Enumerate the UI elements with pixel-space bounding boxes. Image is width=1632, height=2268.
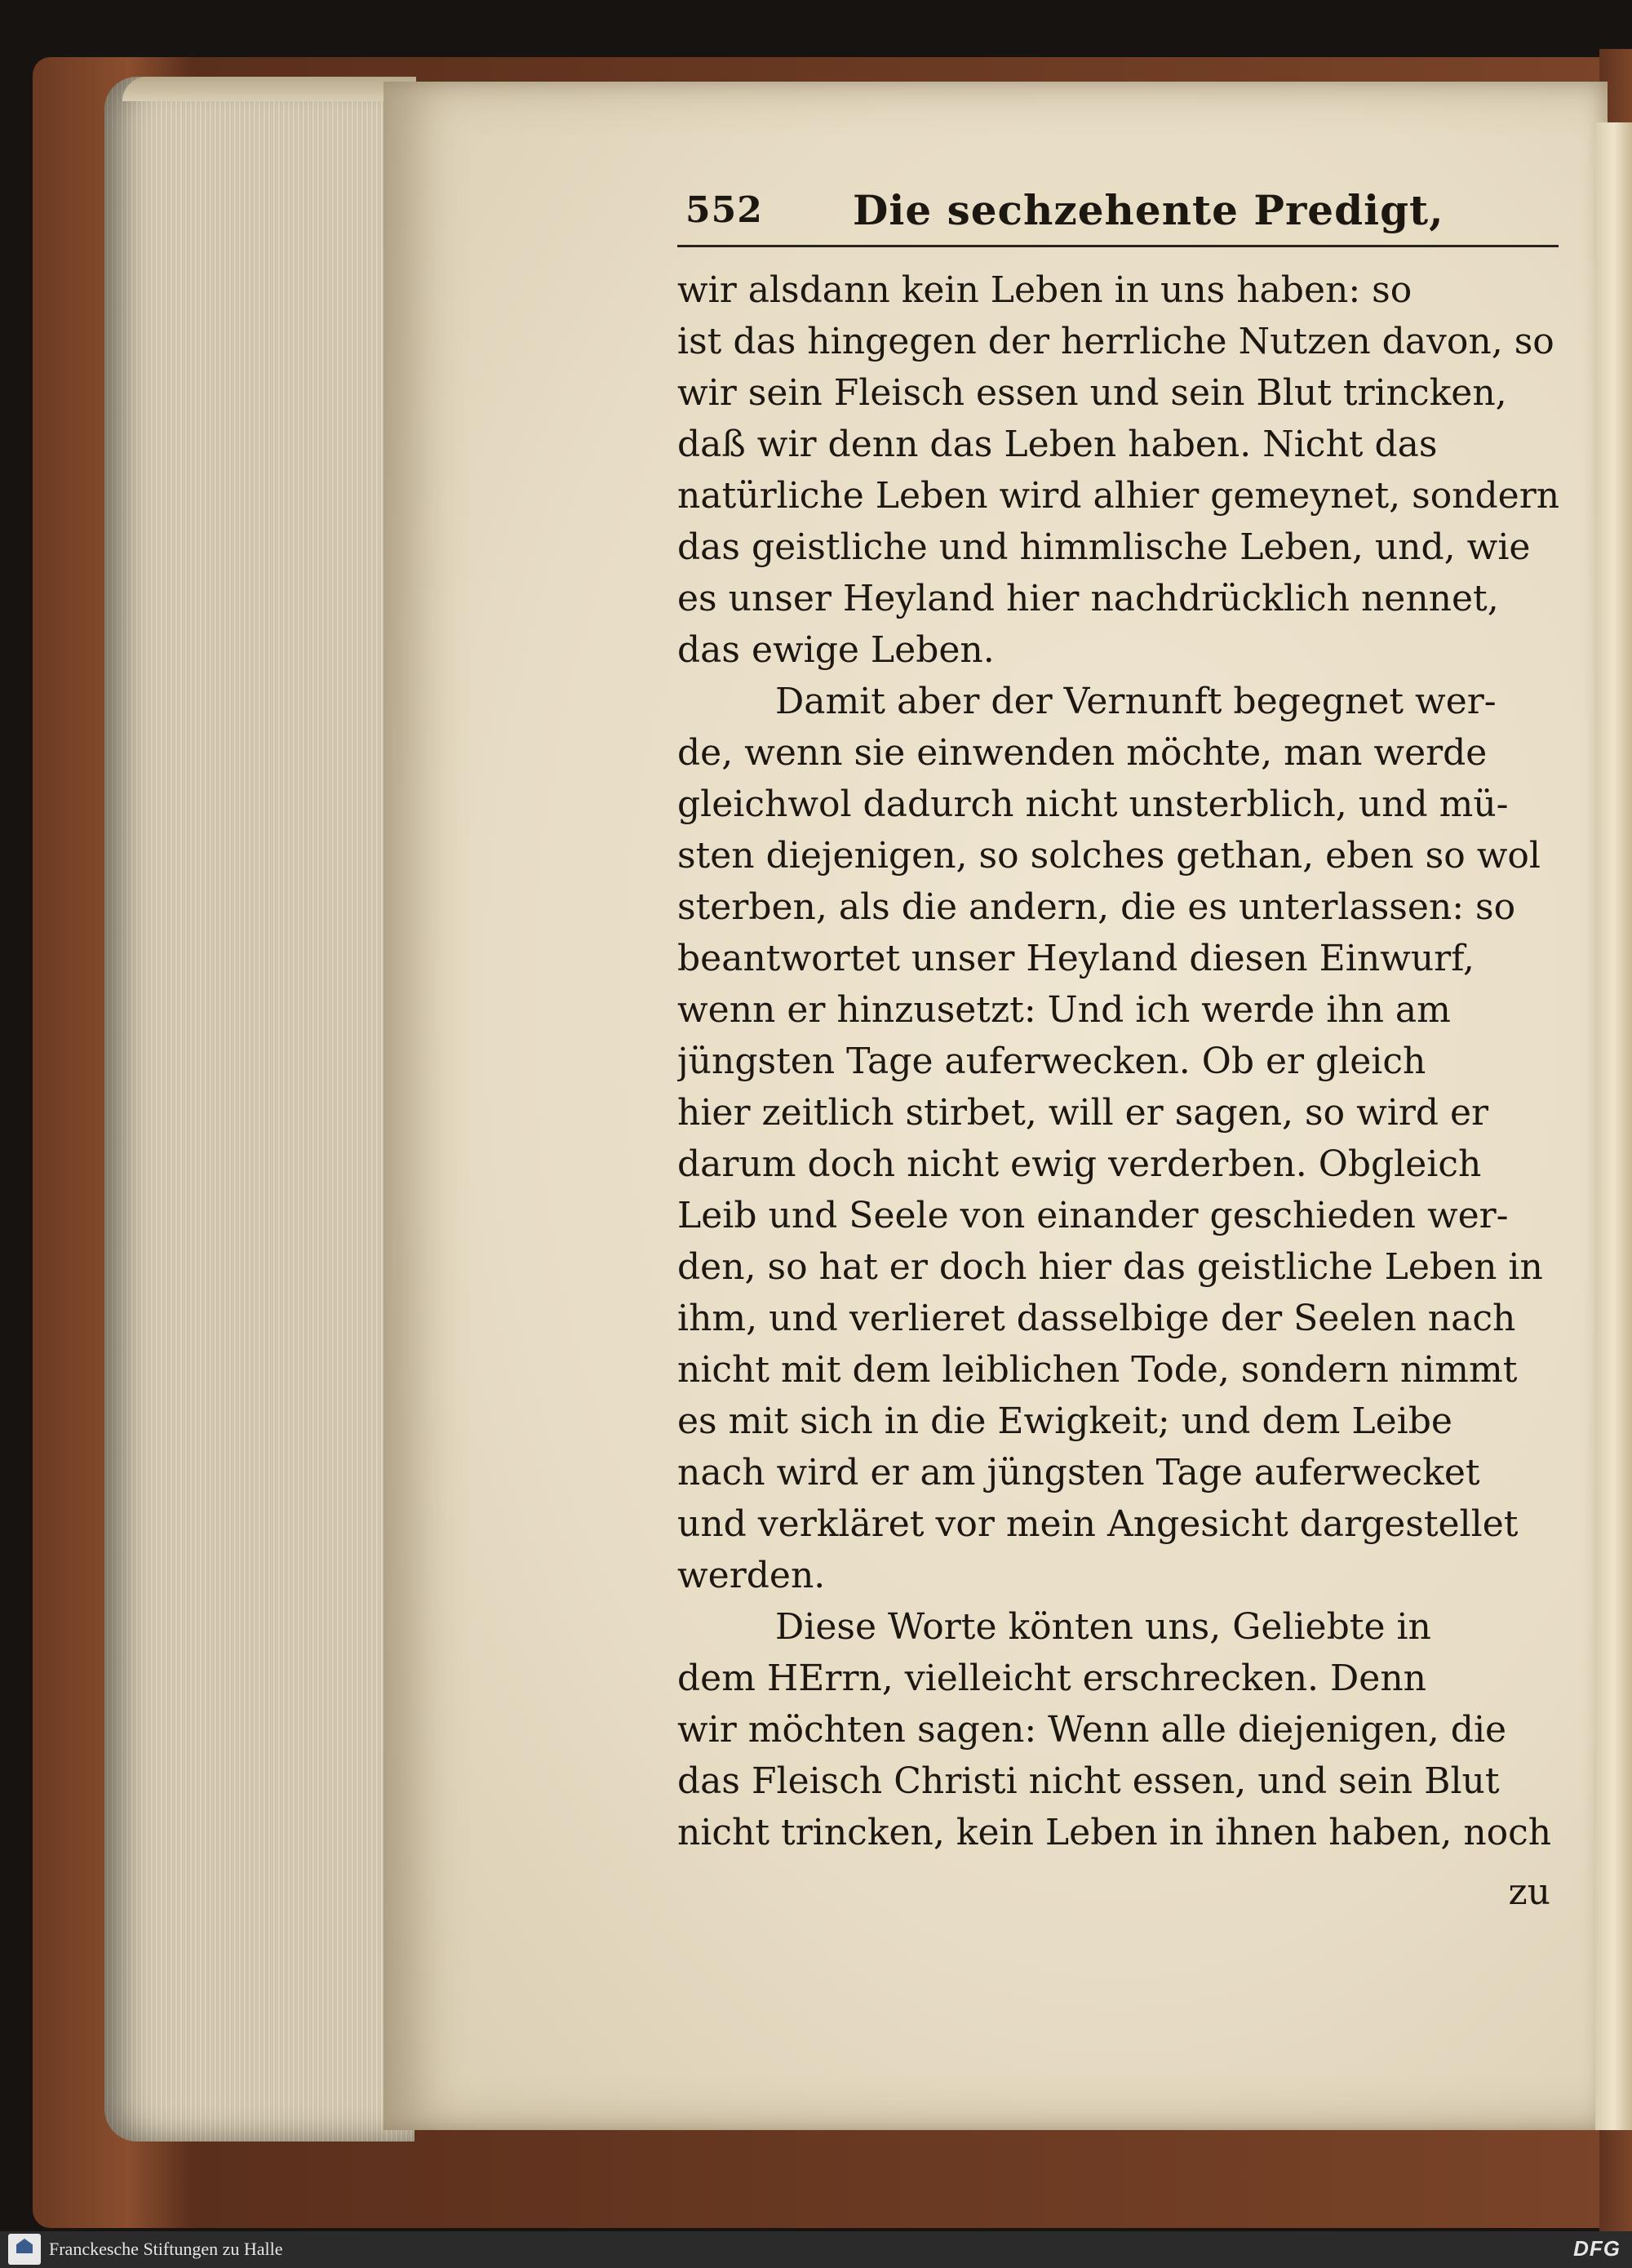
text-line: Leib und Seele von einander geschieden wer-: [677, 1195, 1509, 1236]
text-line: natürliche Leben wird alhier gemeynet, sondern: [677, 475, 1560, 517]
text-line: es mit sich in die Ewigkeit; und dem Leibe: [677, 1400, 1452, 1442]
text-line: und verkläret vor mein Angesicht dargestellet: [677, 1503, 1519, 1545]
text-line: beantwortet unser Heyland diesen Einwurf,: [677, 938, 1475, 979]
text-line: ihm, und verlieret dasselbige der Seelen nach: [677, 1298, 1516, 1339]
footer-bar: [0, 2231, 1632, 2268]
text-line: daß wir denn das Leben haben. Nicht das: [677, 424, 1438, 465]
text-line: Damit aber der Vernunft begegnet wer-: [775, 681, 1497, 722]
page-edges: [104, 77, 415, 2142]
text-line: darum doch nicht ewig verderben. Obgleich: [677, 1143, 1482, 1185]
text-line: wir alsdann kein Leben in uns haben: so: [677, 269, 1412, 311]
page-edges-top: [122, 77, 416, 101]
text-line: wir sein Fleisch essen und sein Blut trincken,: [677, 372, 1507, 414]
text-line: es unser Heyland hier nachdrücklich nennet,: [677, 578, 1499, 619]
dfg-logo: DFG: [1573, 2236, 1621, 2261]
institution-logo-icon: [8, 2234, 41, 2265]
text-line: das ewige Leben.: [677, 629, 995, 671]
text-line: nicht trincken, kein Leben in ihnen haben, noch: [677, 1812, 1552, 1853]
text-line: wir möchten sagen: Wenn alle diejenigen, die: [677, 1709, 1507, 1751]
text-line: de, wenn sie einwenden möchte, man werde: [677, 732, 1488, 774]
text-line: nicht mit dem leiblichen Tode, sondern nimmt: [677, 1349, 1518, 1391]
text-line: hier zeitlich stirbet, will er sagen, so wird er: [677, 1092, 1489, 1134]
page-number: 552: [685, 189, 763, 231]
text-line: das geistliche und himmlische Leben, und, wie: [677, 526, 1531, 568]
text-line: nach wird er am jüngsten Tage auferwecket: [677, 1452, 1480, 1494]
text-line: sten diejenigen, so solches gethan, eben so wol: [677, 835, 1541, 877]
running-head: [677, 180, 1567, 250]
text-line: sterben, als die andern, die es unterlassen: so: [677, 886, 1516, 928]
text-line: wenn er hinzusetzt: Und ich werde ihn am: [677, 989, 1451, 1031]
text-line: ist das hingegen der herrliche Nutzen davon, so: [677, 321, 1554, 362]
catchword: zu: [1508, 1871, 1550, 1913]
running-title: Die sechzehente Predigt,: [853, 186, 1444, 234]
text-line: dem HErrn, vielleicht erschrecken. Denn: [677, 1658, 1427, 1699]
text-line: werden.: [677, 1555, 826, 1596]
text-block: [677, 180, 1567, 1917]
text-line: den, so hat er doch hier das geistliche Leben in: [677, 1246, 1543, 1288]
text-line: Diese Worte könten uns, Geliebte in: [775, 1606, 1431, 1648]
head-rule: [677, 245, 1559, 247]
institution-name: Franckesche Stiftungen zu Halle: [49, 2239, 283, 2259]
text-line: jüngsten Tage auferwecken. Ob er gleich: [677, 1041, 1426, 1082]
facing-page-edge: [1595, 122, 1632, 2130]
text-line: gleichwol dadurch nicht unsterblich, und mü-: [677, 783, 1509, 825]
body-text: [677, 264, 1567, 1858]
text-line: das Fleisch Christi nicht essen, und sein Blut: [677, 1760, 1500, 1802]
